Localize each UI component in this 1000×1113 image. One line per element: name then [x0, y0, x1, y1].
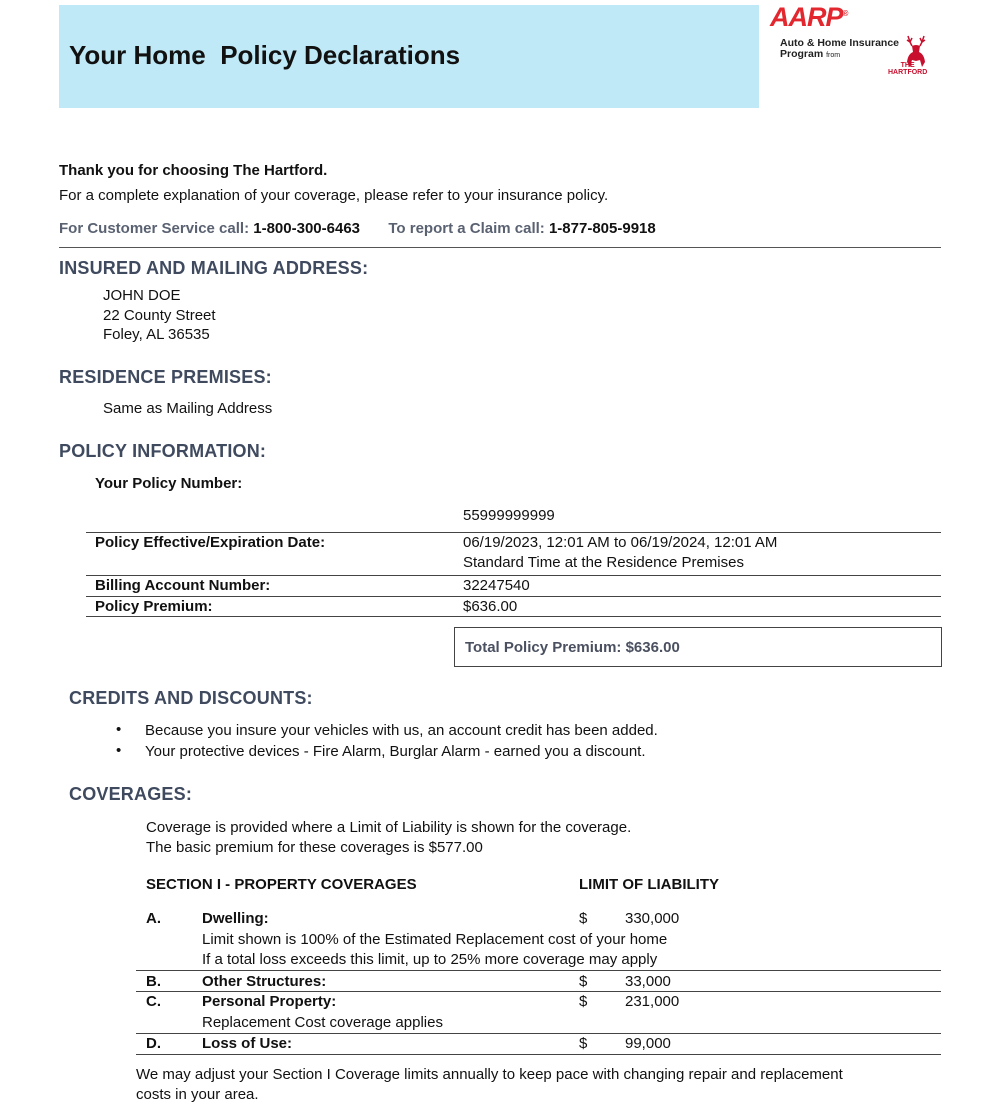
credit-item: Because you insure your vehicles with us, an account credit has been added.	[145, 722, 658, 739]
contact-line: For Customer Service call: 1-800-300-6463 To report a Claim call: 1-877-805-9918	[59, 220, 656, 237]
table-rule	[136, 1033, 941, 1034]
coverage-amount: 99,000	[625, 1035, 671, 1052]
effective-label: Policy Effective/Expiration Date:	[95, 534, 326, 551]
section-label: SECTION I - PROPERTY COVERAGES	[146, 876, 417, 893]
coverage-note: Replacement Cost coverage applies	[202, 1014, 443, 1031]
table-rule	[86, 616, 941, 617]
coverage-name: Other Structures:	[202, 973, 327, 990]
bullet-icon: •	[116, 742, 122, 759]
coverages-intro: Coverage is provided where a Limit of Liability is shown for the coverage. The basic premium for these coverages is $577.00	[146, 819, 632, 856]
currency-symbol: $	[579, 910, 588, 927]
currency-symbol: $	[579, 973, 588, 990]
thanks-text: Thank you for choosing The Hartford.	[59, 162, 328, 179]
coverage-name: Loss of Use:	[202, 1035, 293, 1052]
insured-address	[103, 286, 216, 345]
premises-heading: RESIDENCE PREMISES:	[59, 367, 272, 387]
insured-heading: INSURED AND MAILING ADDRESS:	[59, 258, 369, 278]
coverage-letter: A.	[146, 910, 161, 927]
coverage-note: Limit shown is 100% of the Estimated Replacement cost of your home If a total loss exceeds this limit, up to 25% more coverage may apply	[202, 931, 668, 968]
insured-city: Foley, AL 36535	[103, 326, 210, 343]
premium-label: Policy Premium:	[95, 598, 213, 615]
coverage-letter: B.	[146, 973, 161, 990]
limit-label: LIMIT OF LIABILITY	[579, 876, 719, 893]
table-rule	[136, 1054, 941, 1055]
explain-text: For a complete explanation of your coverage, please refer to your insurance policy.	[59, 187, 609, 204]
coverage-name: Personal Property:	[202, 993, 337, 1010]
coverages-footer: We may adjust your Section I Coverage limits annually to keep pace with changing repair and replacement costs in your area.	[136, 1066, 843, 1103]
customer-service-number: 1-800-300-6463	[253, 220, 361, 237]
billing-label: Billing Account Number:	[95, 577, 271, 594]
effective-value: 06/19/2023, 12:01 AM to 06/19/2024, 12:01 AM Standard Time at the Residence Premises	[463, 534, 778, 571]
credits-heading: CREDITS AND DISCOUNTS:	[69, 688, 313, 708]
coverage-name: Dwelling:	[202, 910, 269, 927]
aarp-logo-text: AARP®	[770, 2, 848, 32]
page-title: Your Home Policy Declarations	[69, 40, 461, 70]
policy-number-value: 55999999999	[463, 507, 555, 524]
hartford-text: THE HARTFORD	[888, 62, 928, 76]
currency-symbol: $	[579, 1035, 588, 1052]
billing-value: 32247540	[463, 577, 530, 594]
premises-value: Same as Mailing Address	[103, 400, 273, 417]
coverage-amount: 231,000	[625, 993, 680, 1010]
premium-value: $636.00	[463, 598, 518, 615]
policy-heading: POLICY INFORMATION:	[59, 441, 267, 461]
program-text: Auto & Home Insurance Program from	[780, 37, 900, 60]
coverage-letter: C.	[146, 993, 161, 1010]
table-rule	[136, 970, 941, 971]
coverage-amount: 330,000	[625, 910, 680, 927]
claim-number: 1-877-805-9918	[548, 220, 656, 237]
insured-name: JOHN DOE	[103, 287, 181, 304]
coverage-amount: 33,000	[625, 973, 671, 990]
currency-symbol: $	[579, 993, 588, 1010]
policy-number-label: Your Policy Number:	[95, 475, 243, 492]
coverage-letter: D.	[146, 1035, 161, 1052]
coverages-heading: COVERAGES:	[69, 784, 193, 804]
divider	[59, 247, 941, 248]
bullet-icon: •	[116, 721, 122, 738]
total-premium: Total Policy Premium: $636.00	[465, 639, 680, 656]
table-rule	[136, 991, 941, 992]
insured-street: 22 County Street	[103, 306, 216, 324]
credit-item: Your protective devices - Fire Alarm, Burglar Alarm - earned you a discount.	[145, 743, 646, 760]
